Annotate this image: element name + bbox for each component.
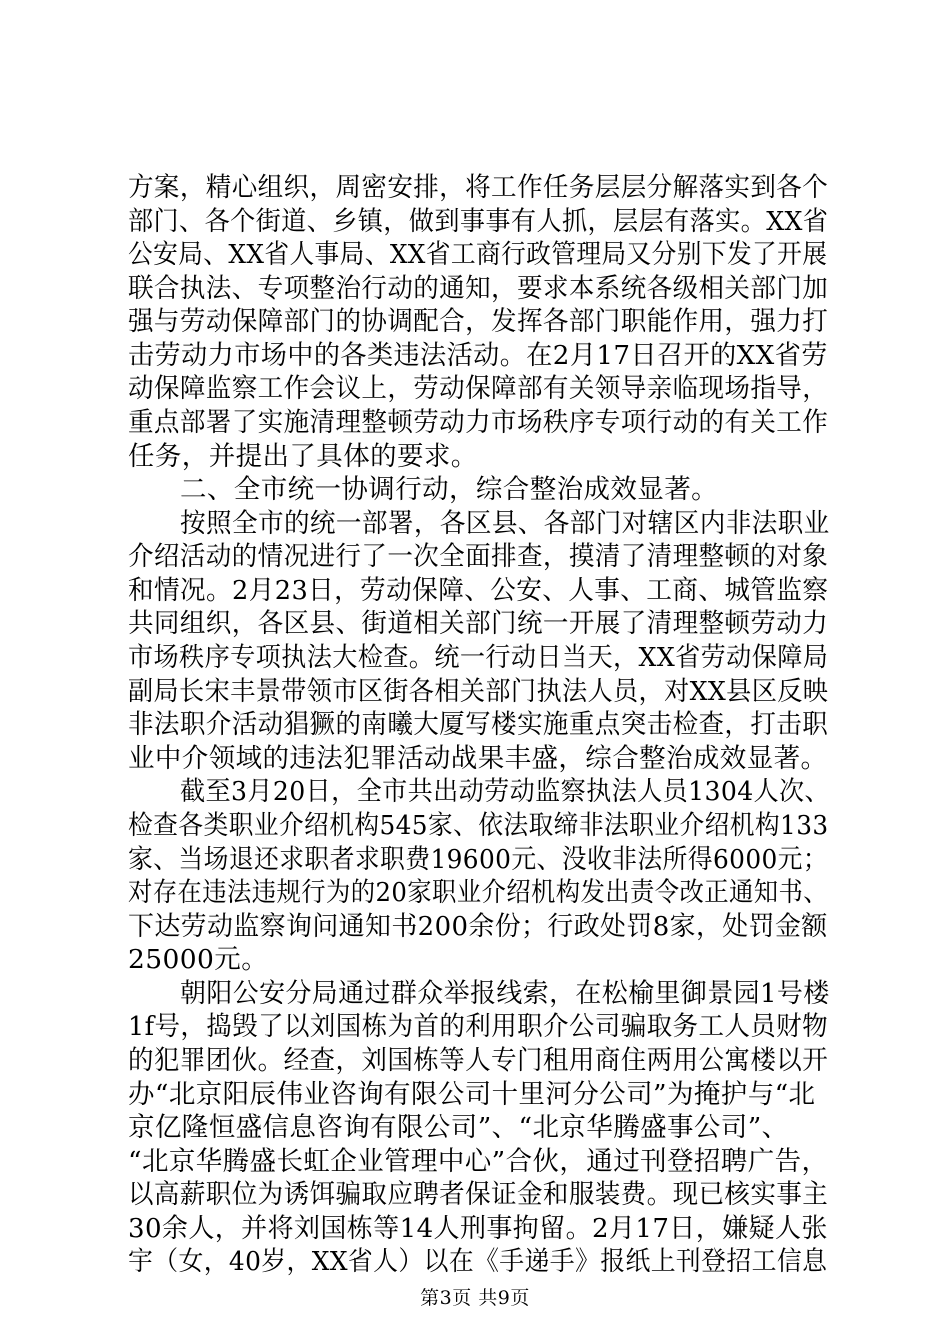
text-line: 部门、各个街道、乡镇，做到事事有人抓，层层有落实。XX省 (128, 205, 829, 237)
text-line: 30余人，并将刘国栋等14人刑事拘留。2月17日，嫌疑人张 (128, 1212, 828, 1244)
text-line: 家、当场退还求职者求职费19600元、没收非法所得6000元； (128, 843, 829, 875)
text-line: 介绍活动的情况进行了一次全面排查，摸清了清理整顿的对象 (128, 541, 829, 573)
text-line: 非法职介活动猖獗的南曦大厦写楼实施重点突击检查，打击职 (128, 709, 829, 741)
text-line: 宇（女，40岁，XX省人）以在《手递手》报纸上刊登招工信息 (128, 1246, 828, 1278)
text-line: 截至3月20日，全市共出动劳动监察执法人员1304人次、 (180, 776, 831, 808)
text-line: 下达劳动监察询问通知书200余份；行政处罚8家，处罚金额 (128, 910, 828, 942)
text-line: 对存在违法违规行为的20家职业介绍机构发出责令改正通知书、 (128, 877, 828, 909)
text-line: 京亿隆恒盛信息咨询有限公司”、“北京华腾盛事公司”、 (128, 1112, 789, 1144)
text-line: 重点部署了实施清理整顿劳动力市场秩序专项行动的有关工作 (128, 407, 829, 439)
text-line: 以高薪职位为诱饵骗取应聘者保证金和服装费。现已核实事主 (128, 1179, 829, 1211)
text-line: 共同组织，各区县、街道相关部门统一开展了清理整顿劳动力 (128, 608, 829, 640)
text-line: 联合执法、专项整治行动的通知，要求本系统各级相关部门加 (128, 272, 829, 304)
text-line: 任务，并提出了具体的要求。 (128, 440, 478, 472)
text-line: 业中介领域的违法犯罪活动战果丰盛，综合整治成效显著。 (128, 742, 828, 774)
text-line: 25000元。 (128, 944, 269, 976)
text-line: 办“北京阳辰伟业咨询有限公司十里河分公司”为掩护与“北 (128, 1078, 816, 1110)
text-line: 1f号，捣毁了以刘国栋为首的利用职介公司骗取务工人员财物 (128, 1011, 828, 1043)
text-line: “北京华腾盛长虹企业管理中心”合伙，通过刊登招聘广告， (128, 1145, 829, 1177)
section-heading: 二、全市统一协调行动，综合整治成效显著。 (180, 474, 718, 506)
page-number-footer: 第3页 共9页 (420, 1287, 530, 1309)
text-line: 强与劳动保障部门的协调配合，发挥各部门职能作用，强力打 (128, 306, 829, 338)
text-line: 动保障监察工作会议上，劳动保障部有关领导亲临现场指导， (128, 373, 829, 405)
text-line: 击劳动力市场中的各类违法活动。在2月17日召开的XX省劳 (128, 339, 828, 371)
text-line: 和情况。2月23日，劳动保障、公安、人事、工商、城管监察 (128, 574, 829, 606)
text-line: 朝阳公安分局通过群众举报线索，在松榆里御景园1号楼 (180, 977, 830, 1009)
text-line: 方案，精心组织，周密安排，将工作任务层层分解落实到各个 (128, 172, 829, 203)
text-line: 按照全市的统一部署，各区县、各部门对辖区内非法职业 (180, 507, 830, 539)
text-line: 公安局、XX省人事局、XX省工商行政管理局又分别下发了开展 (128, 239, 828, 271)
text-line: 市场秩序专项执法大检查。统一行动日当天，XX省劳动保障局 (128, 642, 829, 674)
text-line: 的犯罪团伙。经查，刘国栋等人专门租用商住两用公寓楼以开 (128, 1044, 829, 1076)
text-line: 副局长宋丰景带领市区街各相关部门执法人员，对XX县区反映 (128, 675, 829, 707)
text-line: 检查各类职业介绍机构545家、依法取缔非法职业介绍机构133 (128, 809, 829, 841)
